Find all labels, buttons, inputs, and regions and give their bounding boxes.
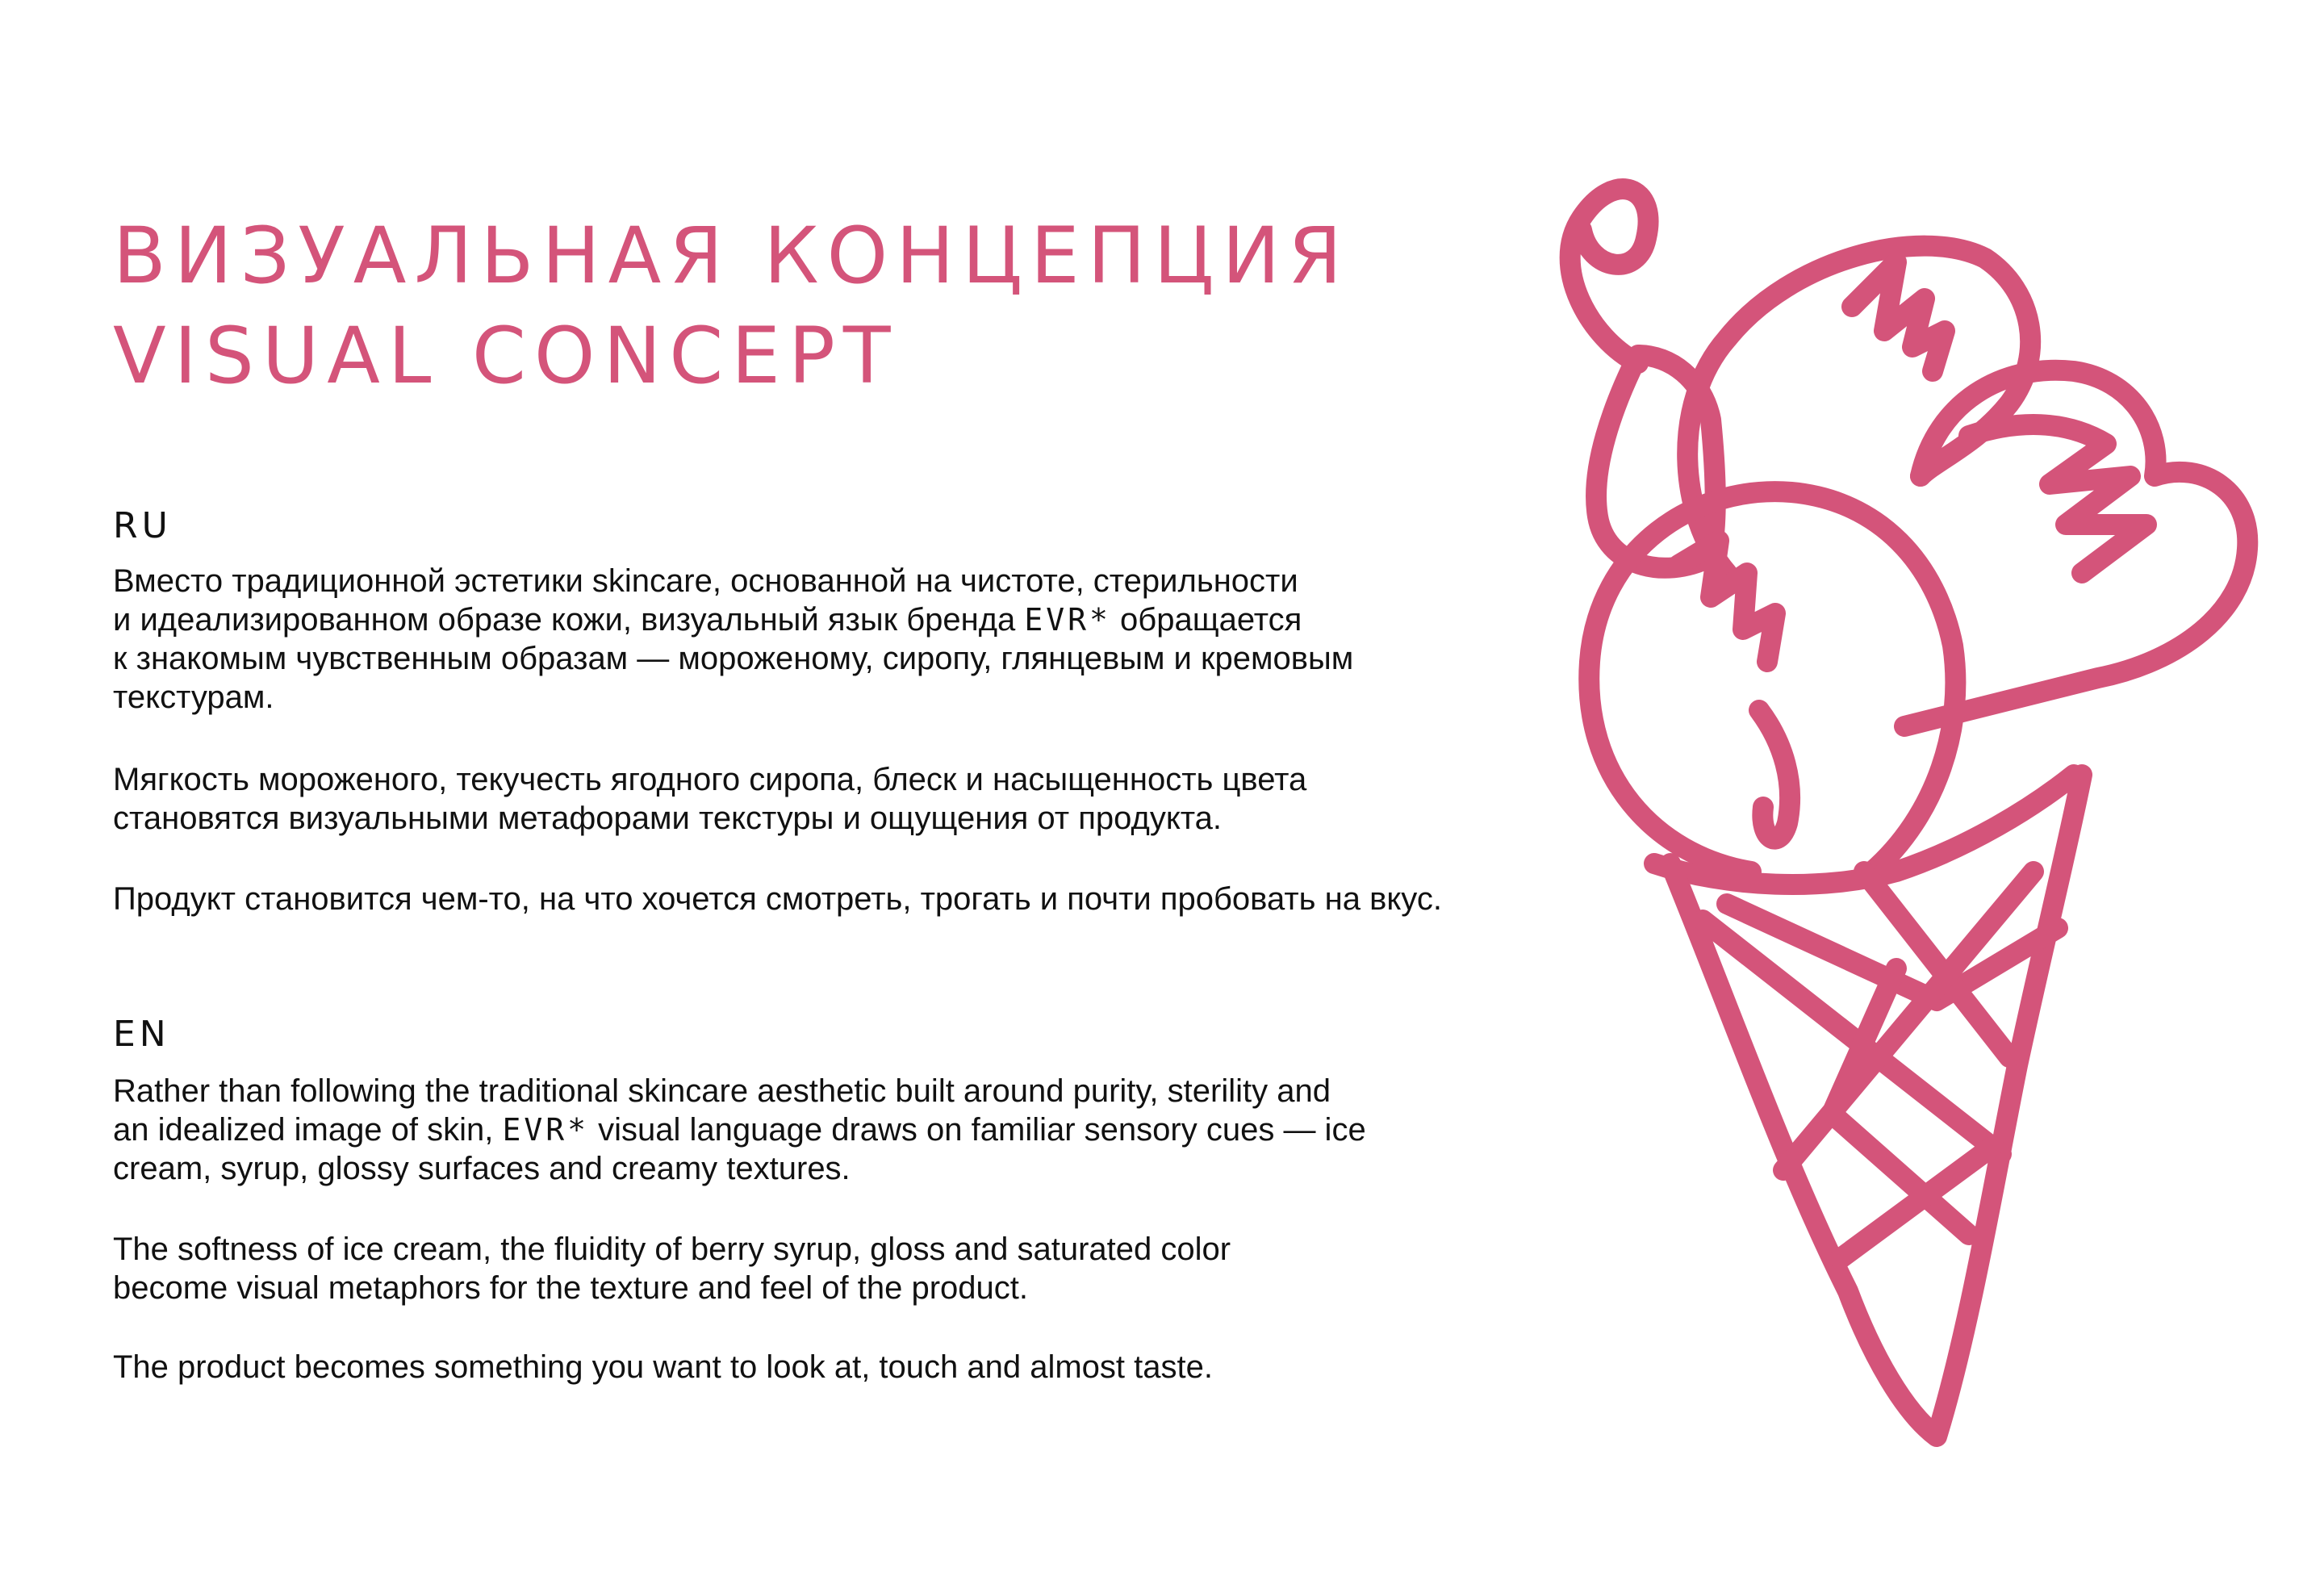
title-ru: ВИЗУАЛЬНАЯ КОНЦЕПЦИЯ <box>113 211 1350 301</box>
en-p1-line-1: Rather than following the traditional skincare aesthetic built around purity, sterility and <box>113 1073 1331 1109</box>
left-scoop-drip <box>1759 710 1790 839</box>
brand-name: EVR* <box>502 1112 590 1148</box>
en-paragraph-2 <box>113 1230 1231 1307</box>
en-p1-line-2-end: visual language draws on familiar sensory cues — ice <box>589 1112 1366 1148</box>
ice-cream-cone-icon <box>1517 97 2276 1469</box>
cherry-stem <box>1570 189 1649 363</box>
en-p1-line-2-start: an idealized image of skin, <box>113 1112 503 1148</box>
ru-paragraph-1 <box>113 562 1353 717</box>
title-en: VISUAL CONCEPT <box>113 311 899 401</box>
ru-p2-line-2: становятся визуальными метафорами текстуры и ощущения от продукта. <box>113 801 1223 836</box>
ru-p1-line-4: текстурам. <box>113 680 274 715</box>
brand-name: EVR* <box>1024 602 1111 638</box>
ru-p1-line-2 <box>113 600 1353 639</box>
en-p2-line-2: become visual metaphors for the texture and feel of the product. <box>113 1270 1028 1306</box>
ru-label: RU <box>113 505 172 546</box>
ru-p1-line-3: к знакомым чувственным образам — мороженому, сиропу, глянцевым и кремовым <box>113 641 1354 676</box>
top-scoop-highlight <box>1852 262 1945 371</box>
ru-paragraph-3 <box>113 880 1442 918</box>
ru-p1-line-1: Вместо традиционной эстетики skincare, основанной на чистоте, стерильности <box>113 563 1298 599</box>
ru-p1-line-2-end: обращается <box>1110 602 1302 638</box>
en-paragraph-3 <box>113 1348 1213 1386</box>
right-scoop-highlight <box>1969 424 2146 573</box>
en-paragraph-1 <box>113 1072 1366 1188</box>
ru-p2-line-1: Мягкость мороженого, текучесть ягодного сиропа, блеск и насыщенность цвета <box>113 762 1307 797</box>
en-p1-line-3: cream, syrup, glossy surfaces and creamy textures. <box>113 1151 851 1186</box>
ru-p1-line-2-start: и идеализированном образе кожи, визуальный язык бренда <box>113 602 1025 638</box>
en-label: EN <box>113 1014 170 1055</box>
ru-paragraph-2 <box>113 760 1306 838</box>
ru-p3-line-1: Продукт становится чем-то, на что хочется смотреть, трогать и почти пробовать на вкус. <box>113 881 1442 917</box>
en-p3-line-1: The product becomes something you want to look at, touch and almost taste. <box>113 1349 1213 1385</box>
page-title <box>113 206 1350 406</box>
en-p1-line-2 <box>113 1110 1366 1149</box>
en-p2-line-1: The softness of ice cream, the fluidity of berry syrup, gloss and saturated color <box>113 1232 1231 1267</box>
